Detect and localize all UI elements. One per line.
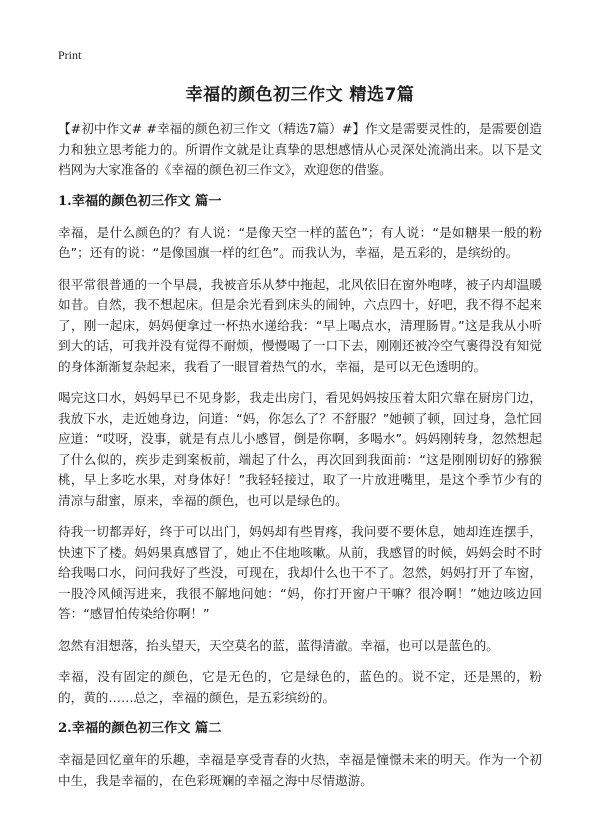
section-1-paragraph-2: 很平常很普通的一个早晨，我被音乐从梦中拖起，北风依旧在窗外咆哮，被子内却温暖如昔。自然，我不想起床。但是余光看到床头的闹钟，六点四十，好吧，我不得不起来了，刚一起床，妈妈便拿过一杯热水递给我：“早上喝点水，清理肠胃。”这是我从小听到大的话，可我并没有觉得不耐烦，慢慢喝了一口下去，刚刚还被冷空气裹得没有知觉的身体渐渐复杂起来，我看了一眼冒着热气的水，幸福，是可以无色透明的。 xyxy=(58,276,542,374)
intro-paragraph: 【#初中作文# #幸福的颜色初三作文（精选7篇）#】作文是需要灵性的，是需要创造力和独立思考能力的。所谓作文就是让真挚的思想感情从心灵深处流淌出来。以下是文档网为大家准备的《幸福的颜色初三作文》，欢迎您的借鉴。 xyxy=(58,121,542,177)
print-label[interactable]: Print xyxy=(58,48,82,62)
section-heading-2: 2.幸福的颜色初三作文 篇二 xyxy=(58,721,222,736)
page-title: 幸福的颜色初三作文 精选7篇 xyxy=(185,85,415,105)
section-1-paragraph-6: 幸福，没有固定的颜色，它是无色的，它是绿色的，蓝色的。说不定，还是黑的，粉的，黄的……总之，幸福的颜色，是五彩缤纷的。 xyxy=(58,669,542,705)
section-1-paragraph-5: 忽然有泪想落，抬头望天，天空莫名的蓝，蓝得清澈。幸福，也可以是蓝色的。 xyxy=(58,637,499,653)
document-body xyxy=(58,119,542,802)
section-1-paragraph-1: 幸福，是什么颜色的？有人说：“是像天空一样的蓝色”；有人说：“是如糖果一般的粉色”；还有的说：“是像国旗一样的红色”。而我认为，幸福，是五彩的，是缤纷的。 xyxy=(58,224,542,260)
section-1-paragraph-3: 喝完这口水，妈妈早已不见身影，我走出房门，看见妈妈按压着太阳穴靠在厨房门边，我放下水，走近她身边，问道：“妈，你怎么了？不舒服？”她顿了顿，回过身，急忙回应道：“哎呀，没事，就是有点儿小感冒，倒是你啊，多喝水”。妈妈刚转身，忽然想起了什么似的，疾步走到案板前，端起了什么，再次回到我面前：“这是刚刚切好的猕猴桃，早上多吃水果，对身体好！”我轻轻接过，取了一片放进嘴里，是这个季节少有的清凉与甜蜜，原来，幸福的颜色，也可以是绿色的。 xyxy=(58,390,542,508)
section-heading-1: 1.幸福的颜色初三作文 篇一 xyxy=(58,193,222,209)
section-2-paragraph-1: 幸福是回忆童年的乐趣，幸福是享受青春的火热，幸福是憧憬未来的明天。作为一个初中生，我是幸福的，在色彩斑斓的幸福之海中尽情遨游。 xyxy=(58,752,542,788)
section-1-paragraph-4: 待我一切都弄好，终于可以出门，妈妈却有些胃疼，我问要不要休息，她却连连摆手，快速下了楼。妈妈果真感冒了，她止不住地咳嗽。从前，我感冒的时候，妈妈会时不时给我喝口水，问问我好了些没，可现在，我却什么也干不了。忽然，妈妈打开了车窗，一股冷风倾泻进来，我很不解地问她：“妈，你打开窗户干嘛？很冷啊！”她边咳边回答：“感冒怕传染给你啊！” xyxy=(58,524,542,621)
